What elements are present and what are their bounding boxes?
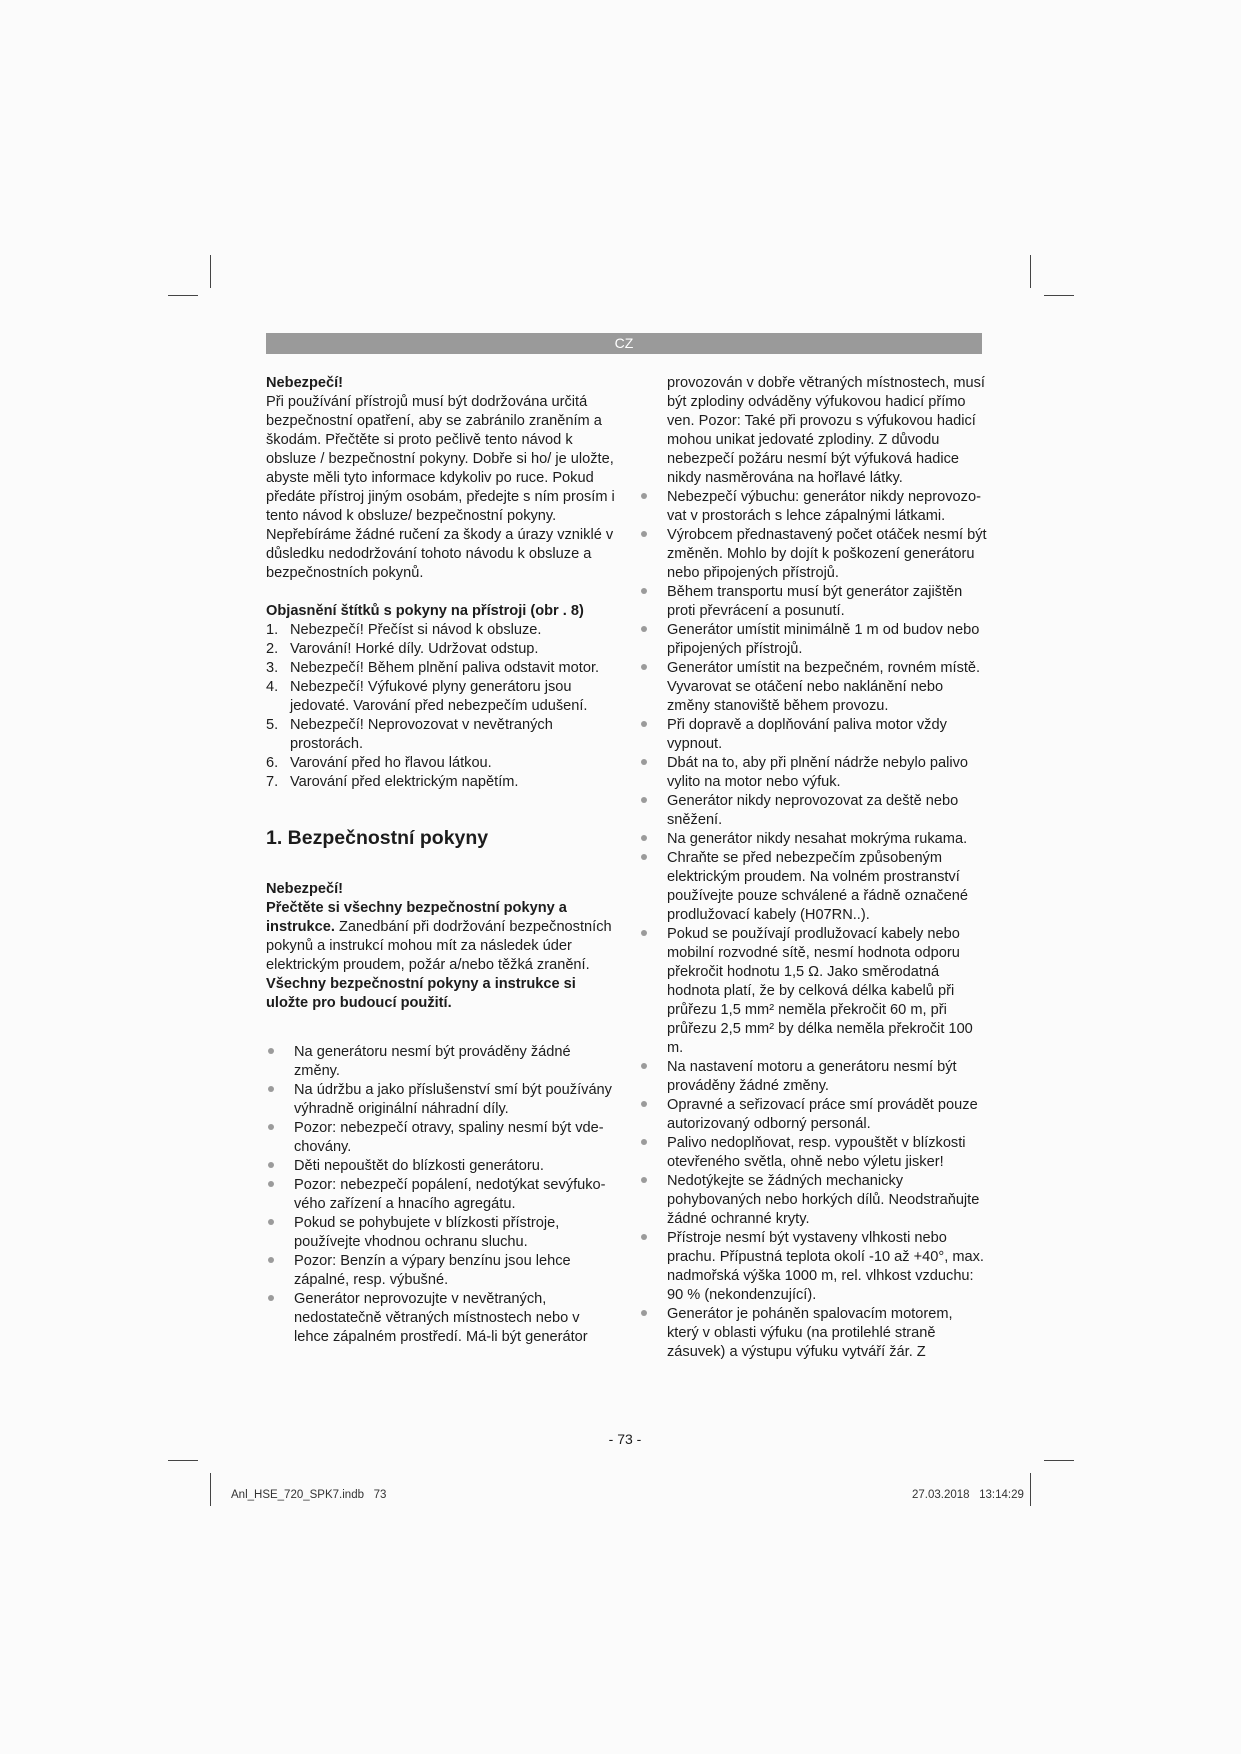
bullet-icon: [268, 1181, 274, 1187]
list-item-text: Výrobcem přednastavený počet otáček nesmí být změněn. Mohlo by dojít k poškození generátoru nebo připojených přístrojů.: [667, 527, 987, 581]
bullet-icon: [268, 1219, 274, 1225]
bullet-icon: [641, 1063, 647, 1069]
section-title: 1. Bezpečnostní pokyny: [266, 827, 489, 849]
bullet-icon: [268, 1086, 274, 1092]
list-item: [667, 925, 987, 1058]
list-item-text: Dbát na to, aby při plnění nádrže nebylo palivo vylito na motor nebo výfuk.: [667, 755, 968, 790]
label-number: 1.: [266, 622, 279, 638]
list-item-text: Na nastavení motoru a generátoru nesmí být prováděny žádné změny.: [667, 1059, 957, 1094]
list-item-text: Pozor: nebezpečí popálení, nedotýkat sevýfuko-vého zařízení a hnacího agregátu.: [294, 1177, 606, 1212]
list-item-text: Chraňte se před nebezpečím způsobeným elektrickým proudem. Na volném prostranství používejte pouze schválené a řádně označené prodlužovací kabely (H07RN..).: [667, 850, 969, 923]
crop-mark: [1044, 1460, 1074, 1461]
crop-mark: [1030, 1473, 1031, 1506]
left-column: [266, 374, 616, 1347]
list-item-text: Na generátor nikdy nesahat mokrýma rukama.: [667, 831, 968, 847]
label-number: 7.: [266, 774, 279, 790]
label-number: 5.: [266, 717, 279, 733]
continuation-paragraph: provozován v dobře větraných místnostech, musí být zplodiny odváděny výfukovou hadicí přímo ven. Pozor: Také při provozu s výfukovou hadicí mohou unikat jedovaté zplodiny. Z důvodu nebezpečí požáru nesmí být výfuková hadice nikdy nasměrována na hořlavé látky.: [667, 375, 985, 486]
list-item: [667, 659, 987, 716]
warning-text: Zanedbání při dodržování bezpečnostních pokynů a instrukcí mohou mít za následek úder elektrickým proudem, požár a/nebo těžká zranění.: [266, 919, 612, 973]
danger-title: Nebezpečí!: [266, 375, 344, 391]
labels-title: Objasnění štítků s pokyny na přístroji (obr . 8): [266, 603, 584, 619]
warning-paragraph: [266, 899, 616, 1013]
warning-bold-2: Všechny bezpečnostní pokyny a instrukce si uložte pro budoucí použití.: [266, 976, 576, 1011]
label-number: 3.: [266, 660, 279, 676]
label-item: [266, 621, 616, 640]
bullet-icon: [641, 664, 647, 670]
list-item: [266, 1043, 616, 1081]
footer-date: 27.03.2018 13:14:29: [912, 1489, 1024, 1501]
list-item: [667, 754, 987, 792]
bullet-icon: [641, 759, 647, 765]
bullet-icon: [641, 854, 647, 860]
list-item-text: Na generátoru nesmí být prováděny žádné změny.: [294, 1044, 571, 1079]
bullet-icon: [268, 1162, 274, 1168]
crop-mark: [210, 255, 211, 288]
list-item-text: Pozor: nebezpečí otravy, spaliny nesmí být vde-chovány.: [294, 1120, 604, 1155]
list-item-text: Během transportu musí být generátor zajištěn proti převrácení a posunutí.: [667, 584, 963, 619]
list-item-text: Přístroje nesmí být vystaveny vlhkosti nebo prachu. Přípustná teplota okolí -10 až +40°, max. nadmořská výška 1000 m, rel. vlhkost vzduchu: 90 % (nekondenzující).: [667, 1230, 984, 1303]
label-item: [266, 773, 616, 792]
language-code: CZ: [614, 335, 634, 351]
list-item: [266, 1214, 616, 1252]
bullet-icon: [641, 930, 647, 936]
list-item: [266, 1119, 616, 1157]
list-item: [266, 1157, 616, 1176]
list-item-text: Generátor neprovozujte v nevětraných, nedostatečně větraných místnostech nebo v lehce zápalném prostředí. Má-li být generátor: [294, 1291, 588, 1345]
page-number: - 73 -: [608, 1431, 642, 1447]
label-text: Nebezpečí! Během plnění paliva odstavit motor.: [290, 660, 600, 676]
crop-mark: [210, 1473, 211, 1506]
labels-list: [266, 621, 616, 792]
label-number: 4.: [266, 679, 279, 695]
list-item: [667, 1134, 987, 1172]
intro-paragraph: Při používání přístrojů musí být dodržována určitá bezpečnostní opatření, aby se zabránilo zraněním a škodám. Přečtěte si proto pečlivě tento návod k obsluze / bezpečnostní pokyny. Dobře si ho/ je uložte, abyste měli tyto informace kdykoliv po ruce. Pokud předáte přístroj jiným osobám, předejte s ním prosím i tento návod k obsluze/ bezpečnostní pokyny. Nepřebíráme žádné ručení za škody a úrazy vzniklé v důsledku nedodržování tohoto návodu k obsluze a bezpečnostních pokynů.: [266, 394, 615, 581]
label-text: Varování! Horké díly. Udržovat odstup.: [290, 641, 539, 657]
list-item: [667, 716, 987, 754]
list-item-text: Nedotýkejte se žádných mechanicky pohybovaných nebo horkých dílů. Neodstraňujte žádné ochranné kryty.: [667, 1173, 980, 1227]
list-item-text: Generátor nikdy neprovozovat za deště nebo sněžení.: [667, 793, 959, 828]
list-item-text: Palivo nedoplňovat, resp. vypouštět v blízkosti otevřeného světla, ohně nebo výletu jisker!: [667, 1135, 966, 1170]
label-item: [266, 659, 616, 678]
language-header-bar: [266, 333, 982, 354]
list-item-text: Děti nepouštět do blízkosti generátoru.: [294, 1158, 544, 1174]
list-item: [667, 792, 987, 830]
bullet-icon: [268, 1257, 274, 1263]
list-item-text: Generátor umístit minimálně 1 m od budov nebo připojených přístrojů.: [667, 622, 980, 657]
label-text: Varování před elektrickým napětím.: [290, 774, 519, 790]
list-item: [667, 526, 987, 583]
list-item: [667, 1058, 987, 1096]
left-bullet-list: [266, 1043, 616, 1347]
crop-mark: [1030, 255, 1031, 288]
list-item: [667, 1229, 987, 1305]
label-text: Nebezpečí! Výfukové plyny generátoru jsou jedovaté. Varování před nebezpečím udušení.: [290, 679, 588, 714]
bullet-icon: [641, 1177, 647, 1183]
bullet-icon: [268, 1048, 274, 1054]
list-item: [667, 488, 987, 526]
list-item: [667, 1172, 987, 1229]
label-number: 2.: [266, 641, 279, 657]
bullet-icon: [641, 626, 647, 632]
crop-mark: [168, 1460, 198, 1461]
list-item-text: Při dopravě a doplňování paliva motor vždy vypnout.: [667, 717, 947, 752]
label-item: [266, 716, 616, 754]
list-item: [266, 1252, 616, 1290]
list-item-text: Pokud se používají prodlužovací kabely nebo mobilní rozvodné sítě, nesmí hodnota odporu překročit hodnotu 1,5 Ω. Jako směrodatná hodnota platí, že by celková délka kabelů při průřezu 1,5 mm² neměla překročit 60 m, při průřezu 2,5 mm² by délka neměla překročit 100 m.: [667, 926, 973, 1056]
list-item-text: Generátor umístit na bezpečném, rovném místě. Vyvarovat se otáčení nebo naklánění nebo změny stanoviště během provozu.: [667, 660, 981, 714]
label-text: Nebezpečí! Přečíst si návod k obsluze.: [290, 622, 542, 638]
list-item: [266, 1290, 616, 1347]
list-item: [667, 583, 987, 621]
list-item: [667, 621, 987, 659]
list-item-text: Pozor: Benzín a výpary benzínu jsou lehce zápalné, resp. výbušné.: [294, 1253, 571, 1288]
bullet-icon: [641, 588, 647, 594]
warning-bold-1: Přečtěte si všechny bezpečnostní pokyny a instrukce.: [266, 900, 567, 935]
list-item-text: Nebezpečí výbuchu: generátor nikdy neprovozo-vat v prostorách s lehce zápalnými látkami.: [667, 489, 981, 524]
crop-mark: [1044, 295, 1074, 296]
bullet-icon: [641, 1139, 647, 1145]
right-column: [667, 374, 987, 1362]
bullet-icon: [641, 493, 647, 499]
bullet-icon: [641, 1310, 647, 1316]
bullet-icon: [641, 531, 647, 537]
list-item: [667, 830, 987, 849]
label-number: 6.: [266, 755, 279, 771]
label-item: [266, 678, 616, 716]
list-item: [667, 1305, 987, 1362]
label-item: [266, 754, 616, 773]
bullet-icon: [268, 1295, 274, 1301]
bullet-icon: [641, 797, 647, 803]
right-bullet-list: [667, 488, 987, 1362]
list-item: [266, 1176, 616, 1214]
bullet-icon: [641, 835, 647, 841]
label-item: [266, 640, 616, 659]
list-item-text: Pokud se pohybujete v blízkosti přístroje, používejte vhodnou ochranu sluchu.: [294, 1215, 560, 1250]
label-text: Nebezpečí! Neprovozovat v nevětraných prostorách.: [290, 717, 553, 752]
bullet-icon: [641, 721, 647, 727]
crop-mark: [168, 295, 198, 296]
bullet-icon: [641, 1234, 647, 1240]
list-item: [667, 1096, 987, 1134]
label-text: Varování před ho řlavou látkou.: [290, 755, 492, 771]
list-item-text: Na údržbu a jako příslušenství smí být používány výhradně originální náhradní díly.: [294, 1082, 612, 1117]
list-item-text: Generátor je poháněn spalovacím motorem, který v oblasti výfuku (na protilehlé straně zásuvek) a výstupu výfuku vytváří žár. Z: [667, 1306, 953, 1360]
bullet-icon: [268, 1124, 274, 1130]
bullet-icon: [641, 1101, 647, 1107]
danger-title-2: Nebezpečí!: [266, 881, 344, 897]
list-item: [667, 849, 987, 925]
footer-filename: Anl_HSE_720_SPK7.indb 73: [231, 1489, 387, 1501]
list-item: [266, 1081, 616, 1119]
list-item-text: Opravné a seřizovací práce smí provádět pouze autorizovaný odborný personál.: [667, 1097, 978, 1132]
